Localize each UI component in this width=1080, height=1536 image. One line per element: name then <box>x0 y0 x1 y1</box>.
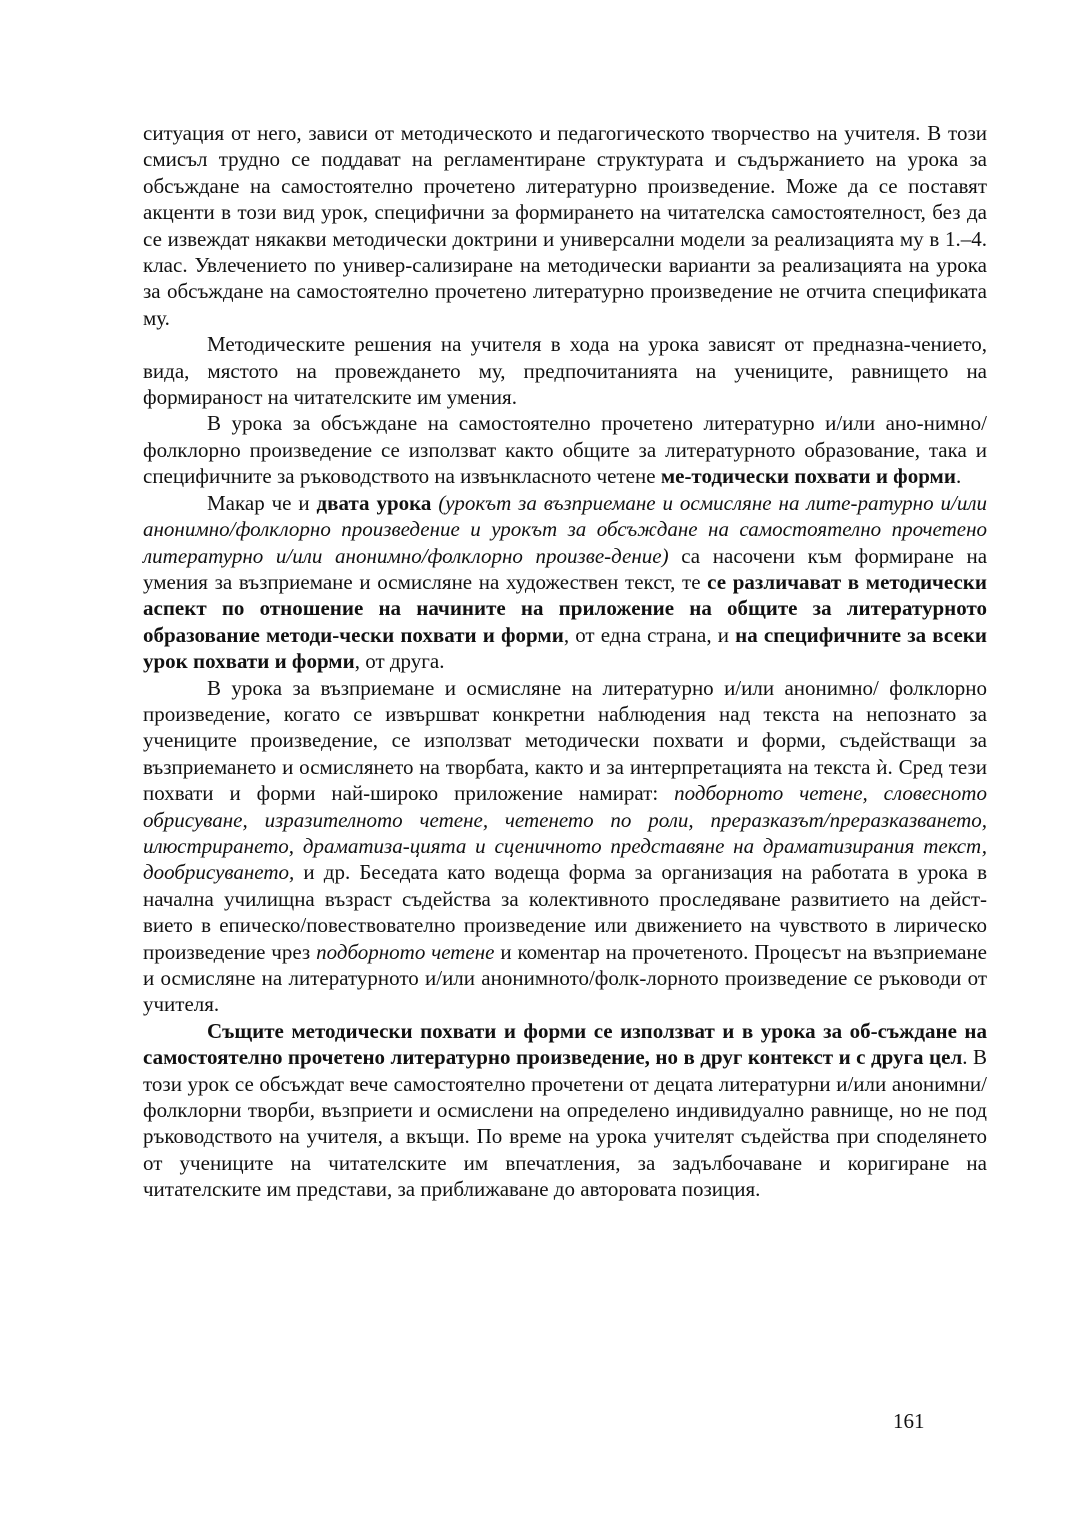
paragraph-2: Методическите решения на учителя в хода на урока зависят от предназна-чението, вида, мястото на провеждането му, предпочитанията на учениците, равнището на формираност на читателските им умения. <box>143 332 987 410</box>
bold-phrase: ме-тодически похвати и форми <box>660 464 956 489</box>
italic-phrase: (урокът за възприемане и осмисляне на лите-ратурно и/или анонимно/фолклорно произведение и урокът за обсъждане на самостоятелно прочетено литературно и/или анонимно/фолклорно произве-дение) <box>143 490 987 568</box>
italic-phrase: подборното четене, словесното обрисуване, изразителното четене, четенето по роли, преразказът/преразказването, илюстрирането, драматиза-цията и сценичното представяне на драматизирания текст, дообрисуването, <box>143 781 987 885</box>
bold-phrase: Същите методически похвати и форми се използват и в урока за об-съждане на самостоятелно прочетено литературно произведение, но в друг контекст и с друга цел <box>143 1018 987 1070</box>
paragraph-1: ситуация от него, зависи от методическото и педагогическото творчество на учителя. В този смисъл трудно се поддават на регламентиране структурата и съдържанието на урока за обсъждане на самостоятелно прочетено литературно произведение. Може да се поставят акценти в този вид урок, специфични за формирането на читателска самостоятелност, без да се извеждат някакви методически доктрини и универсални модели за реализацията му в 1.–4. клас. Увлечението по универ-сализиране на методически варианти за реализацията на урока за обсъждане на самостоятелно прочетено литературно произведение не отчита спецификата му. <box>143 121 987 330</box>
bold-phrase: се различават в методически аспект по отношение на начините на приложение на общите за литературното образование методи-чески похвати и форми <box>143 569 987 647</box>
body-text <box>143 120 987 1203</box>
page-number: 161 <box>893 1409 925 1433</box>
bold-phrase: двата урока <box>316 490 432 515</box>
paragraph-3: В урока за обсъждане на самостоятелно прочетено литературно и/или ано-нимно/фолклорно произведение се използват както общите за литературното образование, така и специфичните за ръководството на извънкласното четене ме-тодически похвати и форми. <box>143 411 987 489</box>
italic-phrase: подборното четене <box>316 939 495 964</box>
paragraph-6: Същите методически похвати и форми се използват и в урока за об-съждане на самостоятелно прочетено литературно произведение, но в друг контекст и с друга цел. В този урок се обсъждат вече самостоятелно прочетени от децата литературни и/или анонимни/фолклорни творби, възприети и осмислени на определено индивидуално равнище, но не под ръководството на учителя, а вкъщи. По време на урока учителят съдейства при споделянето от учениците на читателските им впечатления, за задълбочаване и коригиране на читателските им представи, за приближаване до авторовата позиция. <box>143 1018 987 1202</box>
paragraph-4: Макар че и двата урока (урокът за възприемане и осмисляне на лите-ратурно и/или анонимно/фолклорно произведение и урокът за обсъждане на самостоятелно прочетено литературно и/или анонимно/фолклорно произве-дение) са насочени към формиране на умения за възприемане и осмисляне на художествен текст, те се различават в методически аспект по отношение на начините на приложение на общите за литературното образование методи-чески похвати и форми, от една страна, и на специфичните за всеки урок похвати и форми, от друга. <box>143 490 988 674</box>
bold-phrase: на специфичните за всеки урок похвати и форми <box>143 622 988 674</box>
paragraph-5: В урока за възприемане и осмисляне на литературно и/или анонимно/ фолклорно произведение, когато се извършват конкретни наблюдения над текста на непознато за учениците произведение, се използват методически похвати и форми, съдействащи за възприемането и осмислянето на творбата, както и за интерпретацията на текста ѝ. Сред тези похвати и форми най-широко приложение намират: подборното четене, словесното обрисуване, изразителното четене, четенето по роли, преразказът/преразказването, илюстрирането, драматиза-цията и сценичното представяне на драматизирания текст, дообрисуването, и др. Беседата като водеща форма за организация на работата в урока в начална училищна възраст съдейства за колективното проследяване развитието на дейст-вието в епическо/повествователно произведение или движението на чувството в лирическо произведение чрез подборното четене и коментар на прочетеното. Процесът на възприемане и осмисляне на литературното и/или анонимното/фолк-лорното произведение се ръководи от учителя. <box>143 675 987 1017</box>
